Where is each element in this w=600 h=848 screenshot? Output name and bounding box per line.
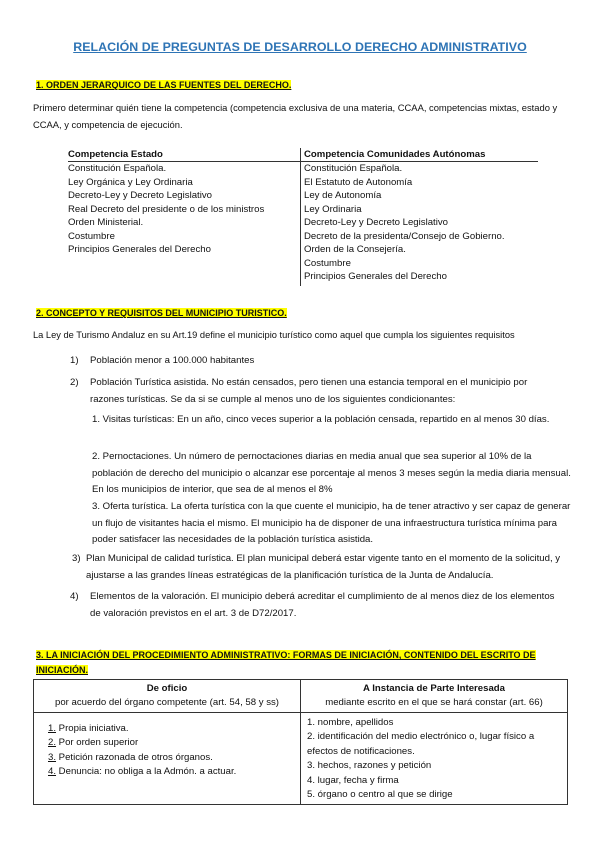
list-number: 4) (70, 591, 79, 602)
section-2-intro: La Ley de Turismo Andaluz en su Art.19 define el municipio turístico como aquel que cumpla los siguientes requisitos (33, 330, 515, 340)
table-divider (34, 712, 567, 713)
column-header: Competencia Estado (68, 149, 163, 160)
column-header-subtitle: mediante escrito en el que se hará constar (art. 66) (325, 697, 543, 708)
table-cell: Real Decreto del presidente o de los ministros (68, 203, 265, 215)
table-cell: Principios Generales del Derecho (68, 244, 211, 255)
list-item (48, 765, 296, 779)
list-item: 2. identificación del medio electrónico o, lugar físico a efectos de notificaciones. (307, 731, 535, 757)
column-header-title: De oficio (146, 683, 188, 694)
column-header (34, 682, 300, 710)
list-number: 1. (48, 723, 57, 734)
list-text: Propia iniciativa. (56, 723, 129, 734)
initiation-table (33, 679, 568, 805)
table-cell: Constitución Española. (68, 163, 167, 174)
list-number: 1) (70, 355, 79, 366)
table-cell: Constitución Española. (304, 163, 403, 174)
section-3-heading-text: INICIACIÓN. (36, 665, 89, 675)
list-item (48, 736, 296, 750)
list-number: 4. (48, 766, 57, 778)
list-number: 3) (72, 553, 81, 564)
list-number: 3. (48, 751, 57, 763)
list-text: Plan Municipal de calidad turística. El plan municipal deberá estar vigente tanto en el momento de la solicitud, y ajustarse a las grandes líneas estratégicas de la planificación turística de la Junta de Andalucía. (86, 553, 561, 581)
list-item (48, 722, 296, 736)
document-title: RELACIÓN DE PREGUNTAS DE DESARROLLO DERECHO ADMINISTRATIVO (73, 40, 527, 54)
table-cell: Ley Ordinaria (304, 203, 362, 215)
section-2-heading (36, 308, 287, 318)
table-cell: Decreto de la presidenta/Consejo de Gobierno. (304, 230, 505, 242)
table-cell: Costumbre (304, 257, 351, 269)
section-2-heading-text: 2. CONCEPTO Y REQUISITOS DEL MUNICIPIO TURISTICO. (36, 308, 287, 318)
column-header-title: A Instancia de Parte Interesada (362, 683, 505, 694)
table-cell: Principios Generales del Derecho (304, 271, 447, 282)
list-item: 3. hechos, razones y petición (307, 760, 432, 772)
state-competence-column (68, 148, 300, 257)
column-header-subtitle: por acuerdo del órgano competente (art. 54, 58 y ss) (55, 697, 279, 708)
list-text: Petición razonada de otros órganos. (56, 751, 213, 763)
list-item: 5. órgano o centro al que se dirige (307, 789, 453, 801)
table-cell: Ley Orgánica y Ley Ordinaria (68, 176, 193, 188)
list-text: Denuncia: no obliga a la Admón. a actuar. (56, 766, 237, 778)
list-number: 2. (48, 737, 57, 749)
interested-party-list (307, 716, 562, 802)
autonomous-competence-column (304, 148, 538, 284)
section-1-intro: Primero determinar quién tiene la competencia (competencia exclusiva de una materia, CCAA, competencias mixtas, estado y CCAA, y competencia de ejecución. (33, 102, 558, 130)
table-cell: Decreto-Ley y Decreto Legislativo (304, 217, 448, 228)
sub-item: 2. Pernoctaciones. Un número de pernoctaciones diarias en media anual que sea superior al 10% de la población de derecho del municipio o alcanzar ese porcentaje al menos 3 meses según la media diaria mensual. En los municipios de interior, que sea de al menos el 8% (92, 451, 571, 495)
sub-item: 1. Visitas turísticas: En un año, cinco veces superior a la población censada, repartido en al menos 30 días. (92, 414, 550, 425)
list-item: 4. lugar, fecha y firma (307, 774, 399, 786)
sub-item: 3. Oferta turística. La oferta turística con la que cuente el municipio, ha de tener atractivo y ser capaz de generar un flujo de visitantes hacia el mismo. El municipio ha de disponer de una infraestructura turística mínima para poder satisfacer las necesidades de la población turística asistida. (92, 501, 571, 545)
list-text: Población menor a 100.000 habitantes (90, 355, 255, 366)
list-item (48, 751, 296, 765)
table-cell: El Estatuto de Autonomía (304, 176, 413, 188)
ex-officio-list (48, 722, 296, 780)
section-1-heading (36, 80, 291, 90)
table-cell: Ley de Autonomía (304, 190, 382, 201)
list-number: 2) (70, 377, 79, 388)
list-text: Elementos de la valoración. El municipio deberá acreditar el cumplimiento de al menos diez de los elementos de valoración previstos en el art. 3 de D72/2017. (90, 591, 555, 619)
section-3-heading-text: 3. LA INICIACIÓN DEL PROCEDIMIENTO ADMINISTRATIVO: FORMAS DE INICIACIÓN, CONTENIDO DEL ESCRITO DE (36, 650, 536, 660)
table-cell: Orden Ministerial. (68, 217, 144, 228)
list-text: Por orden superior (56, 737, 139, 749)
list-text: Población Turística asistida. No están censados, pero tienen una estancia temporal en el municipio por razones turísticas. Se da si se cumple al menos uno de los siguientes condicionantes: (90, 377, 528, 405)
table-cell: Orden de la Consejería. (304, 244, 406, 255)
section-1-heading-text: 1. ORDEN JERARQUICO DE LAS FUENTES DEL DERECHO. (36, 80, 292, 90)
column-header: Competencia Comunidades Autónomas (304, 149, 486, 160)
list-item: 1. nombre, apellidos (307, 717, 394, 728)
table-divider (300, 148, 301, 286)
section-3-heading (36, 648, 566, 678)
table-cell: Costumbre (68, 230, 115, 242)
column-header (301, 682, 567, 710)
table-cell: Decreto-Ley y Decreto Legislativo (68, 190, 212, 201)
